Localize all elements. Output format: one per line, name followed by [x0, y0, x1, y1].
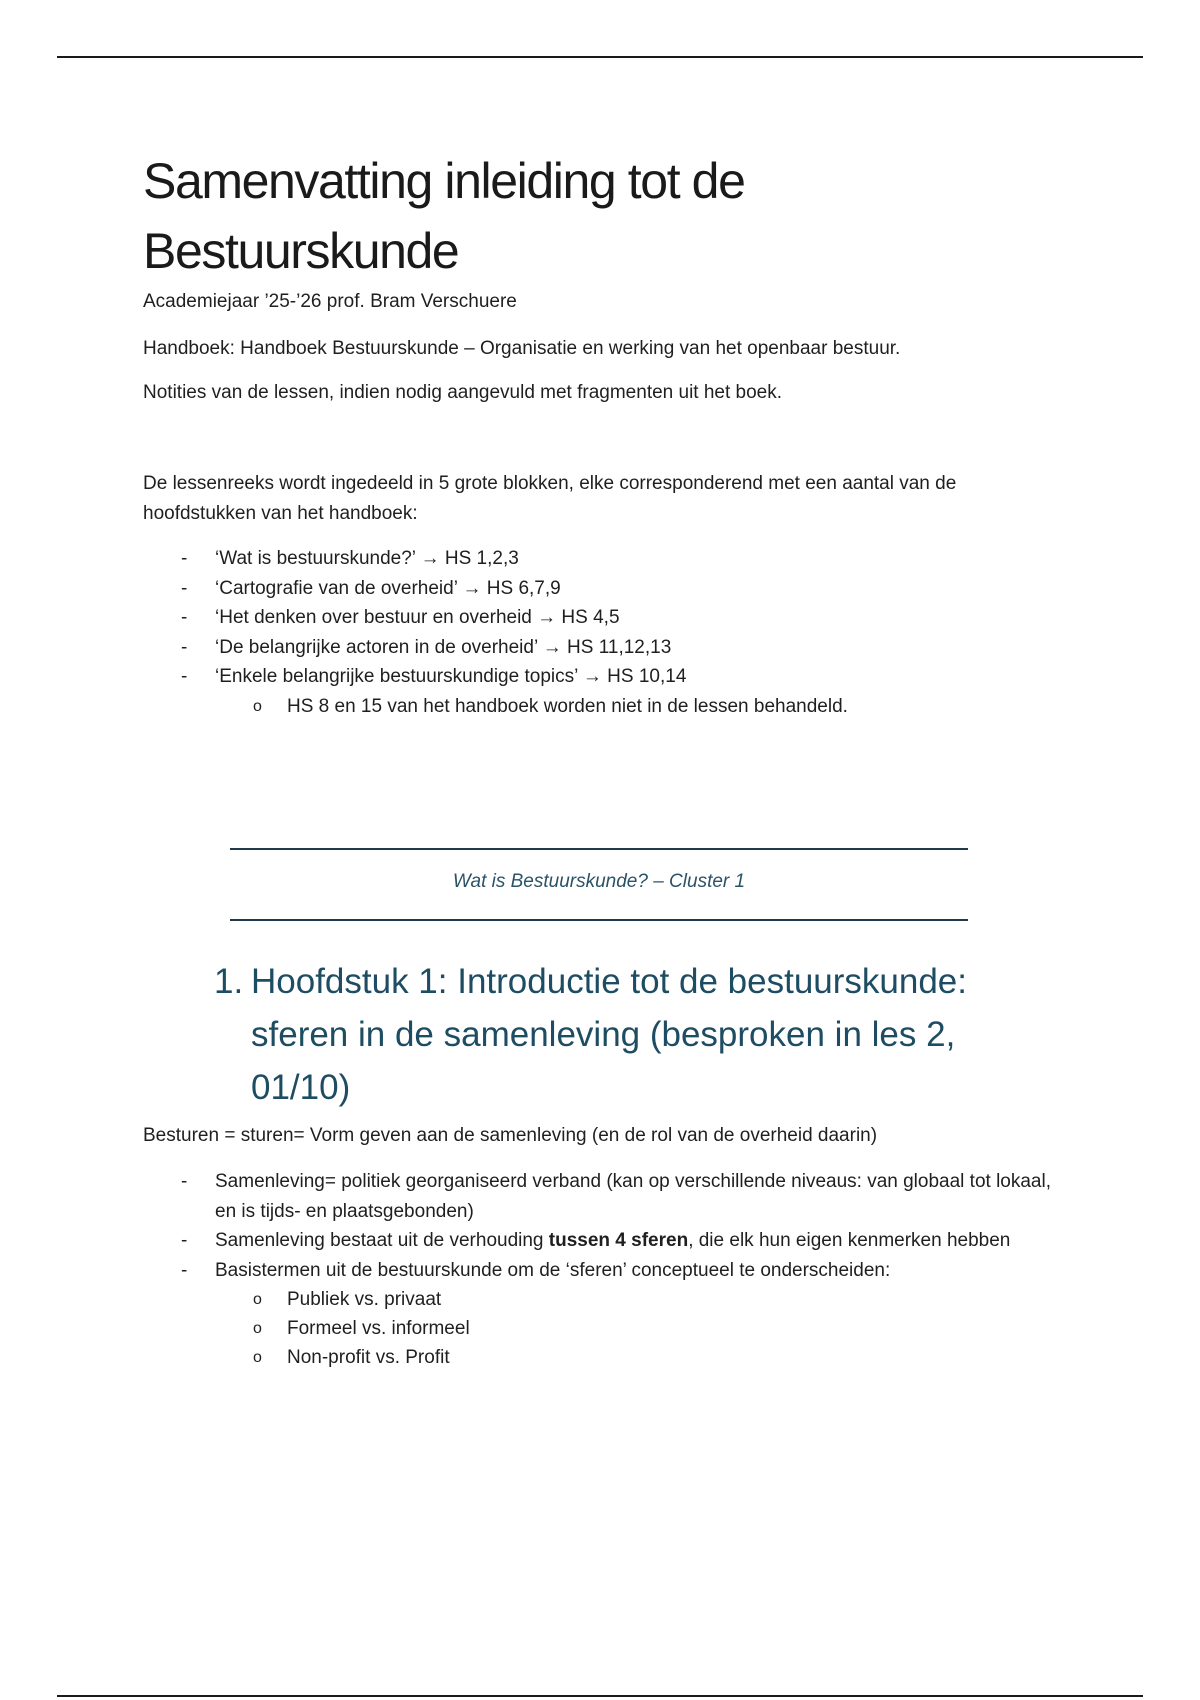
cluster-rule-bottom: [230, 919, 968, 921]
bold-emphasis: tussen 4 sferen: [548, 1230, 689, 1251]
intro-paragraph: De lessenreeks wordt ingedeeld in 5 grote blokken, elke corresponderend met een aantal van de hoofdstukken van het handboek:: [143, 473, 957, 524]
list-item: - Basistermen uit de bestuurskunde om de ‘sferen’ conceptueel te onderscheiden: o Publiek vs. privaat o Formeel vs. informeel o Non-profit vs. Profit: [143, 1256, 1063, 1373]
chapter-number: 1.: [214, 962, 244, 1001]
document-title: Samenvatting inleiding tot de Bestuurskunde: [143, 153, 745, 279]
handbook-line: Handboek: Handboek Bestuurskunde – Organisatie en werking van het openbaar bestuur.: [143, 338, 901, 359]
list-item: - ‘Cartografie van de overheid’ → HS 6,7,9: [181, 577, 561, 599]
society-points-list: [143, 1167, 1063, 1372]
blocks-list: [143, 544, 1063, 721]
besturen-definition: Besturen = sturen= Vorm geven aan de samenleving (en de rol van de overheid daarin): [143, 1125, 878, 1146]
sub-list-item: o Publiek vs. privaat: [253, 1289, 442, 1310]
cluster-rule-top: [230, 848, 968, 850]
sub-list-item: o HS 8 en 15 van het handboek worden niet in de lessen behandeld.: [253, 695, 848, 717]
sub-list: [215, 1285, 1063, 1372]
chapter-title: Hoofdstuk 1: Introductie tot de bestuurskunde: sferen in de samenleving (besproken in les 2, 01/10): [251, 962, 967, 1107]
sub-list-item: o Formeel vs. informeel: [253, 1318, 470, 1339]
list-item: - ‘Wat is bestuurskunde?’ → HS 1,2,3: [181, 548, 519, 569]
academic-year-line: Academiejaar ’25-’26 prof. Bram Verschuere: [143, 291, 517, 312]
list-item: - ‘Het denken over bestuur en overheid → HS 4,5: [181, 607, 620, 628]
sub-list-item: o Non-profit vs. Profit: [253, 1347, 450, 1368]
list-item: - Samenleving= politiek georganiseerd verband (kan op verschillende niveaus: van globaal tot lokaal, en is tijds- en plaatsgebonden): [181, 1171, 1051, 1222]
chapter-heading: [214, 955, 1044, 1114]
sub-list: [215, 692, 1063, 721]
list-item: - ‘De belangrijke actoren in de overheid’ → HS 11,12,13: [181, 636, 672, 658]
list-item: - Samenleving bestaat uit de verhouding tussen 4 sferen, die elk hun eigen kenmerken hebben: [181, 1230, 1011, 1251]
footer-rule: [57, 1695, 1143, 1697]
cluster-label: Wat is Bestuurskunde? – Cluster 1: [452, 871, 746, 892]
list-item: - ‘Enkele belangrijke bestuurskundige topics’ → HS 10,14 o HS 8 en 15 van het handboek worden niet in de lessen behandeld.: [143, 662, 1063, 721]
header-rule: [57, 56, 1143, 58]
notes-line: Notities van de lessen, indien nodig aangevuld met fragmenten uit het boek.: [143, 382, 783, 403]
